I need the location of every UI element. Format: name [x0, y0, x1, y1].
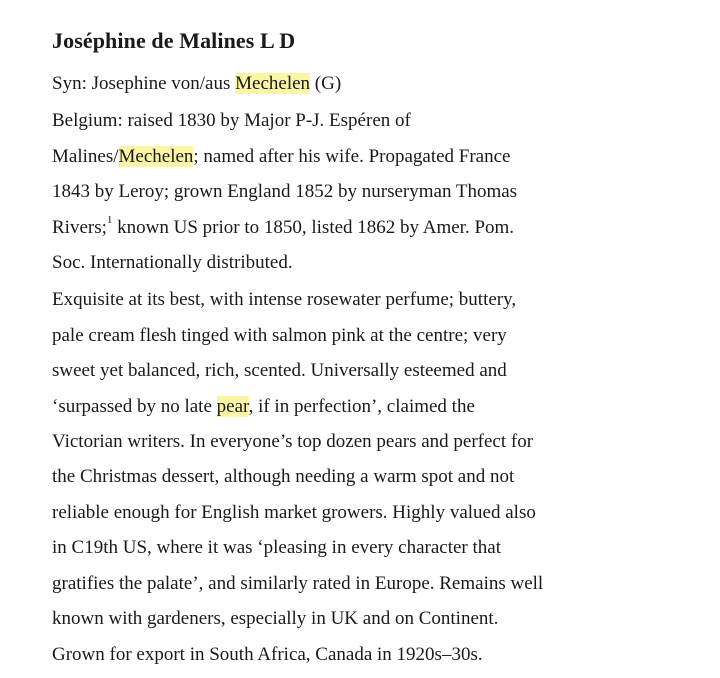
text-line: sweet yet balanced, rich, scented. Universally esteemed and: [52, 360, 507, 382]
synonym-line: [52, 66, 718, 101]
text-fragment: Rivers;: [52, 216, 107, 238]
text-line: the Christmas dessert, although needing a warm spot and not: [52, 466, 515, 488]
text-line: Grown for export in South Africa, Canada in 1920s–30s.: [52, 643, 483, 665]
text-fragment: known US prior to 1850, listed 1862 by Amer. Pom.: [112, 216, 515, 238]
text-fragment: Malines/: [52, 145, 119, 167]
synonym-paragraph: [52, 66, 718, 101]
text-line: [52, 139, 718, 174]
text-line: pale cream flesh tinged with salmon pink at the centre; very: [52, 324, 507, 346]
synonym-suffix: (G): [310, 73, 342, 94]
text-line: 1843 by Leroy; grown England 1852 by nurseryman Thomas: [52, 181, 518, 203]
footnote-marker: 1: [106, 214, 113, 227]
text-line: Soc. Internationally distributed.: [52, 252, 293, 274]
text-line: in C19th US, where it was ‘pleasing in every character that: [52, 537, 501, 559]
text-line: [52, 210, 718, 245]
text-line: gratifies the palate’, and similarly rated in Europe. Remains well: [52, 572, 544, 594]
text-line: Victorian writers. In everyone’s top dozen pears and perfect for: [52, 431, 534, 453]
document-page: [52, 26, 718, 674]
text-line: reliable enough for English market growers. Highly valued also: [52, 501, 536, 523]
text-fragment: , if in perfection’, claimed the: [248, 395, 475, 417]
text-fragment: ; named after his wife. Propagated France: [193, 145, 511, 167]
highlighted-term: Mechelen: [118, 145, 194, 167]
text-line: Belgium: raised 1830 by Major P-J. Espéren of: [52, 110, 411, 132]
text-fragment: ‘surpassed by no late: [52, 395, 217, 417]
synonym-prefix: Syn: Josephine von/aus: [52, 73, 236, 94]
highlighted-term: pear: [216, 395, 249, 417]
description-paragraph: [52, 282, 718, 671]
text-line: [52, 389, 718, 424]
highlighted-term: Mechelen: [235, 73, 311, 94]
text-line: known with gardeners, especially in UK and on Continent.: [52, 608, 499, 630]
text-line: Exquisite at its best, with intense rosewater perfume; buttery,: [52, 289, 517, 311]
history-paragraph: [52, 103, 718, 280]
entry-title: Joséphine de Malines L D: [52, 28, 296, 53]
